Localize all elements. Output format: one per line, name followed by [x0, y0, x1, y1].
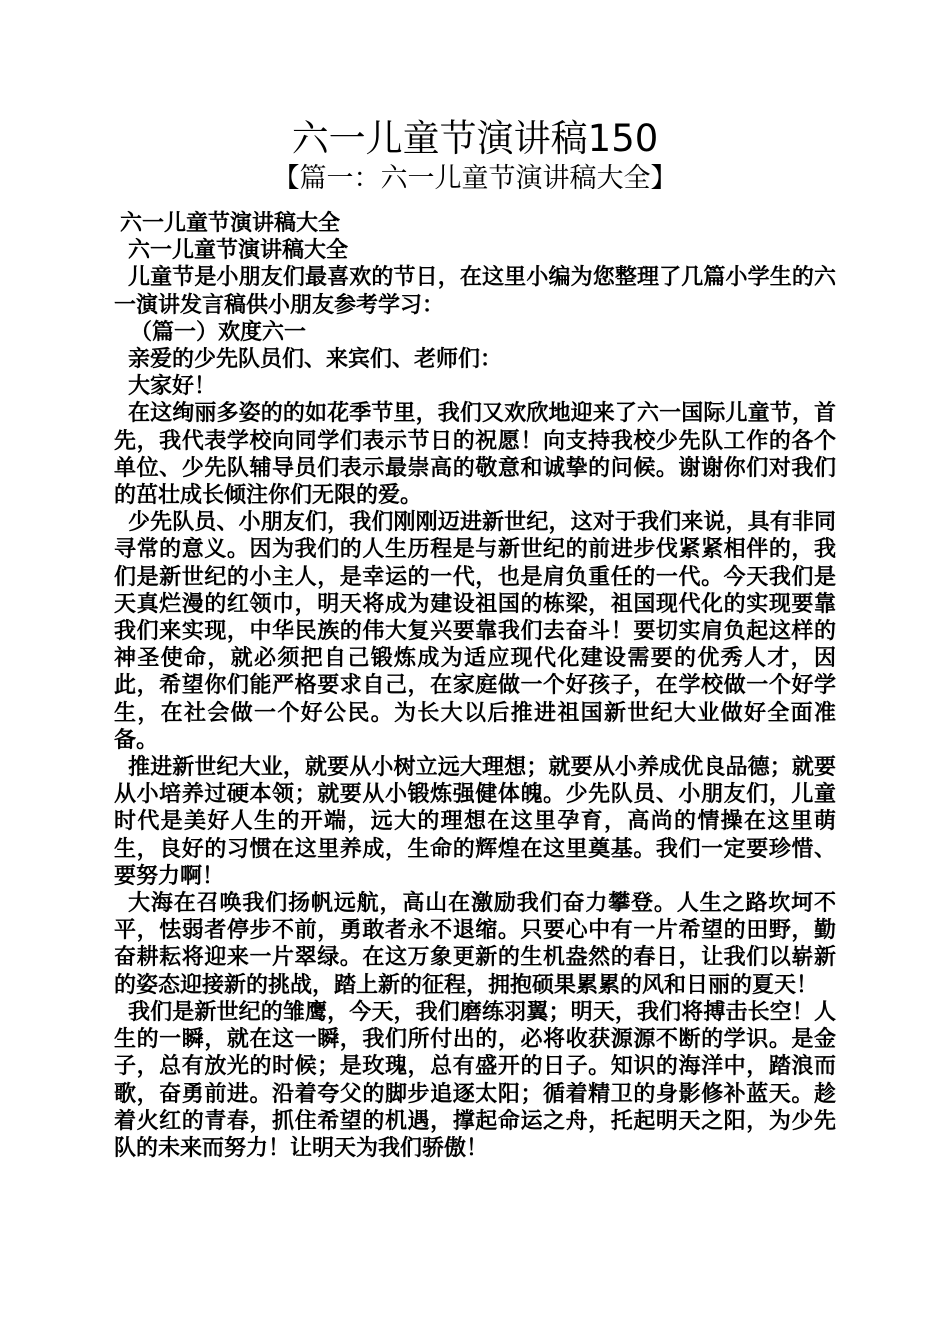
intro-paragraph: 儿童节是小朋友们最喜欢的节日，在这里小编为您整理了几篇小学生的六一演讲发言稿供小朋友参考学习：: [114, 265, 836, 318]
paragraph-5: 我们是新世纪的雏鹰，今天，我们磨练羽翼；明天，我们将搏击长空！人生的一瞬，就在这一瞬，我们所付出的，必将收获源源不断的学识。是金子，总有放光的时候；是玫瑰，总有盛开的日子。知识的海洋中，踏浪而歌，奋勇前进。沿着夸父的脚步追逐太阳；循着精卫的身影修补蓝天。趁着火红的青春，抓住希望的机遇，撑起命运之舟，托起明天之阳，为少先队的未来而努力！让明天为我们骄傲！: [114, 999, 836, 1161]
document-title: 六一儿童节演讲稿150: [291, 117, 659, 160]
paragraph-4: 大海在召唤我们扬帆远航，高山在激励我们奋力攀登。人生之路坎坷不平，怯弱者停步不前，勇敢者永不退缩。只要心中有一片希望的田野，勤奋耕耘将迎来一片翠绿。在这万象更新的生机盎然的春日，让我们以崭新的姿态迎接新的挑战，踏上新的征程，拥抱硕果累累的风和日丽的夏天！: [114, 891, 836, 998]
document-body: [114, 210, 836, 1162]
paragraph-2: 少先队员、小朋友们，我们刚刚迈进新世纪，这对于我们来说，具有非同寻常的意义。因为我们的人生历程是与新世纪的前进步伐紧紧相伴的，我们是新世纪的小主人，是幸运的一代，也是肩负重任的一代。今天我们是天真烂漫的红领巾，明天将成为建设祖国的栋梁，祖国现代化的实现要靠我们来实现，中华民族的伟大复兴要靠我们去奋斗！要切实肩负起这样的神圣使命，就必须把自己锻炼成为适应现代化建设需要的优秀人才，因此，希望你们能严格要求自己，在家庭做一个好孩子，在学校做一个好学生，在社会做一个好公民。为长大以后推进祖国新世纪大业做好全面准备。: [114, 510, 836, 753]
greeting: 大家好！: [128, 374, 217, 400]
heading-line-2: 六一儿童节演讲稿大全: [128, 238, 349, 264]
paragraph-1: 在这绚丽多姿的的如花季节里，我们又欢欣地迎来了六一国际儿童节，首先，我代表学校向同学们表示节日的祝愿！向支持我校少先队工作的各个单位、少先队辅导员们表示最崇高的敬意和诚挚的问候。谢谢你们对我们的茁壮成长倾注你们无限的爱。: [114, 401, 836, 509]
paragraph-3: 推进新世纪大业，就要从小树立远大理想；就要从小养成优良品德；就要从小培养过硬本领；就要从小锻炼强健体魄。少先队员、小朋友们，儿童时代是美好人生的开端，远大的理想在这里孕育，高尚的情操在这里萌生，良好的习惯在这里养成，生命的辉煌在这里奠基。我们一定要珍惜、要努力啊！: [114, 755, 836, 889]
document-subtitle: 【篇一：六一儿童节演讲稿大全】: [272, 163, 678, 194]
heading-line-1: 六一儿童节演讲稿大全: [120, 211, 341, 236]
salutation: 亲爱的少先队员们、来宾们、老师们：: [128, 347, 503, 373]
section-heading: （篇一）欢度六一: [130, 319, 307, 345]
